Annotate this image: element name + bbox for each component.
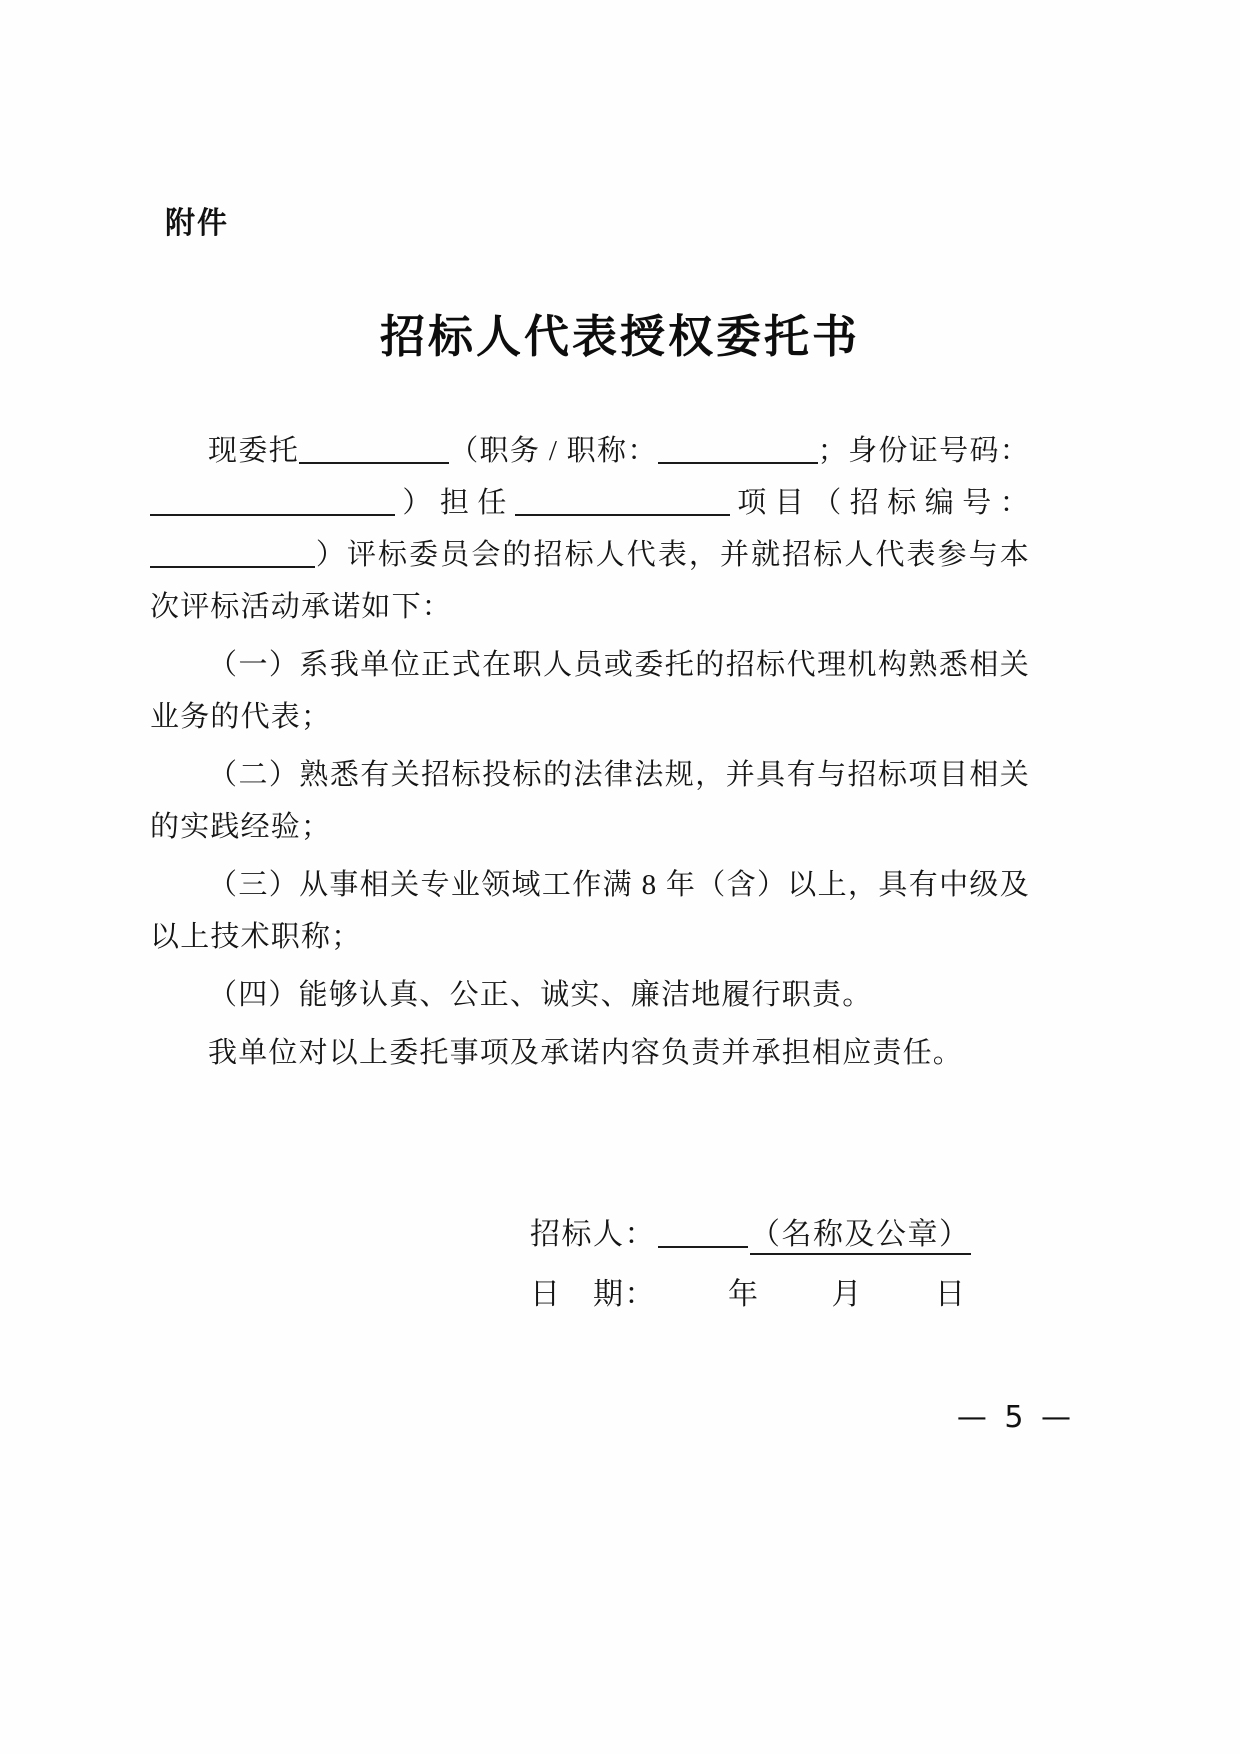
commitment-item-3: （三）从事相关专业领域工作满 8 年（含）以上，具有中级及以上技术职称； bbox=[150, 869, 1030, 953]
position-title-blank[interactable] bbox=[658, 432, 818, 464]
attachment-label: 附件 bbox=[165, 206, 229, 241]
paragraph-delegation bbox=[150, 425, 1030, 633]
delegation-text-2: （职务 / 职称： bbox=[449, 435, 658, 467]
date-signature-line bbox=[530, 1265, 1010, 1325]
bidder-signature-line bbox=[530, 1205, 1010, 1265]
delegation-text-4: ）担任 bbox=[395, 487, 515, 519]
document-body bbox=[150, 425, 1030, 1079]
delegation-text-6: ）评标委员会的招标人代表，并就招标人代表参与本次评标活动承诺如下： bbox=[150, 539, 1030, 623]
closing-statement: 我单位对以上委托事项及承诺内容负责并承担相应责任。 bbox=[208, 1037, 964, 1069]
commitment-item-1: （一）系我单位正式在职人员或委托的招标代理机构熟悉相关业务的代表； bbox=[150, 649, 1030, 733]
month-label: 月 bbox=[831, 1278, 863, 1311]
date-label: 日 期： bbox=[530, 1278, 656, 1311]
day-label: 日 bbox=[935, 1278, 967, 1311]
bidder-seal-note: （名称及公章） bbox=[750, 1218, 971, 1255]
delegation-text-1: 现委托 bbox=[208, 435, 300, 467]
page-number: — 5 — bbox=[956, 1400, 1075, 1435]
year-label: 年 bbox=[728, 1278, 760, 1311]
page-title: 招标人代表授权委托书 bbox=[379, 310, 860, 363]
bidder-name-blank[interactable] bbox=[658, 1216, 748, 1248]
signature-block bbox=[530, 1205, 1010, 1325]
commitment-item-4: （四）能够认真、公正、诚实、廉洁地履行职责。 bbox=[208, 979, 873, 1011]
delegation-text-5: 项目（招标编号： bbox=[729, 487, 1030, 519]
bidder-label: 招标人： bbox=[530, 1218, 656, 1251]
id-number-blank[interactable] bbox=[150, 484, 395, 516]
tender-number-blank[interactable] bbox=[150, 536, 315, 568]
delegation-text-3: ；身份证号码： bbox=[817, 435, 1030, 467]
delegate-name-blank[interactable] bbox=[299, 432, 449, 464]
commitment-item-2: （二）熟悉有关招标投标的法律法规，并具有与招标项目相关的实践经验； bbox=[150, 759, 1030, 843]
project-name-blank[interactable] bbox=[515, 484, 730, 516]
